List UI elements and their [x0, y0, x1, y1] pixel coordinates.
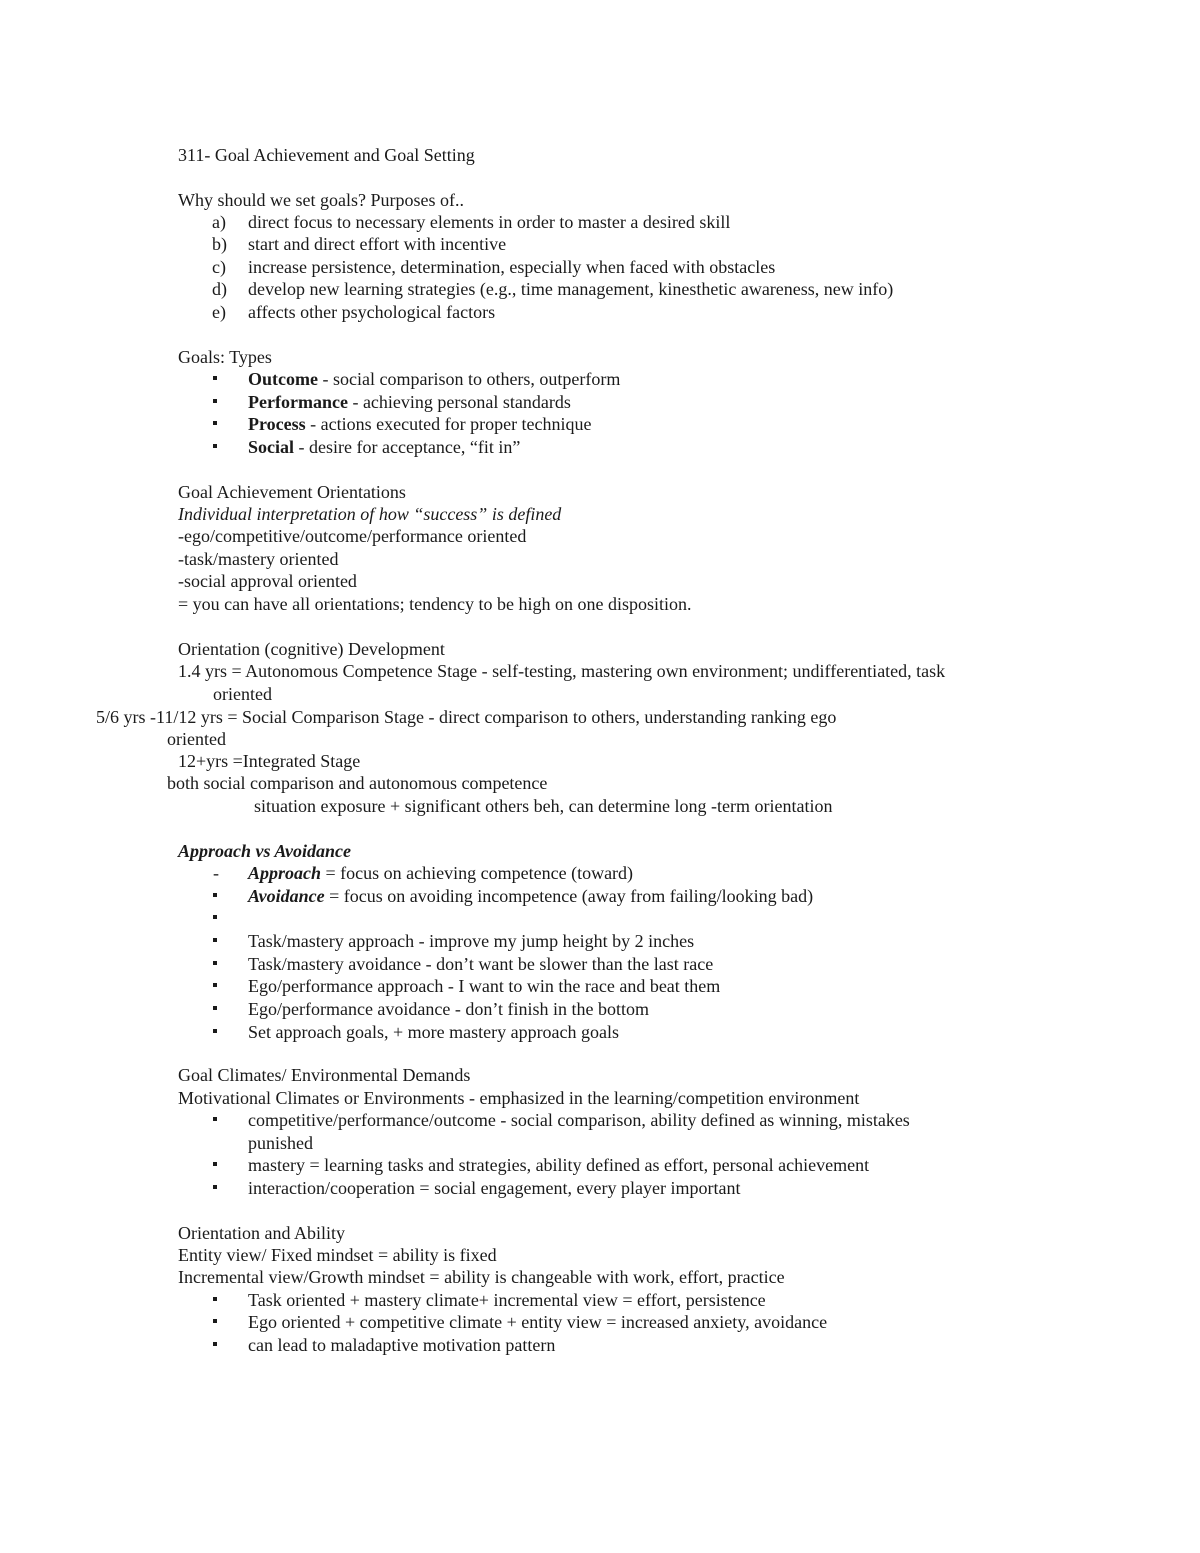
bullet-icon — [213, 444, 217, 448]
development-line: situation exposure + significant others beh, can determine long -term orientation — [254, 796, 833, 816]
orientation-line: -task/mastery oriented — [178, 549, 339, 569]
list-item: interaction/cooperation = social engagement, every player important — [248, 1178, 741, 1198]
orientation-line: = you can have all orientations; tendency to be high on one disposition. — [178, 594, 692, 614]
list-item: Task/mastery avoidance - don’t want be slower than the last race — [248, 954, 714, 974]
purposes-heading: Why should we set goals? Purposes of.. — [178, 190, 464, 210]
list-item: Set approach goals, + more mastery approach goals — [248, 1022, 620, 1042]
type-term: Social — [248, 437, 295, 457]
list-item: competitive/performance/outcome - social comparison, ability defined as winning, mistakes — [248, 1110, 910, 1130]
ability-line: Incremental view/Growth mindset = ability is changeable with work, effort, practice — [178, 1267, 785, 1287]
type-term: Performance — [248, 392, 348, 412]
type-desc: - social comparison to others, outperform — [317, 369, 621, 389]
type-desc: - actions executed for proper technique — [305, 414, 592, 434]
list-item: Task oriented + mastery climate+ incremental view = effort, persistence — [248, 1290, 766, 1310]
page-title: 311- Goal Achievement and Goal Setting — [178, 145, 475, 165]
bullet-icon — [213, 1117, 217, 1121]
bullet-icon — [213, 983, 217, 987]
climates-subheading: Motivational Climates or Environments - emphasized in the learning/competition environment — [178, 1088, 860, 1108]
bullet-icon — [213, 893, 217, 897]
climates-heading: Goal Climates/ Environmental Demands — [178, 1065, 471, 1085]
approach-heading: Approach vs Avoidance — [178, 841, 351, 861]
list-item: direct focus to necessary elements in order to master a desired skill — [248, 212, 731, 232]
list-item: Ego/performance avoidance - don’t finish in the bottom — [248, 999, 650, 1019]
bullet-icon — [213, 961, 217, 965]
list-item: start and direct effort with incentive — [248, 234, 507, 254]
bullet-icon — [213, 1029, 217, 1033]
development-line: both social comparison and autonomous competence — [167, 773, 548, 793]
bullet-icon — [213, 1185, 217, 1189]
list-item: affects other psychological factors — [248, 302, 496, 322]
bullet-icon — [213, 399, 217, 403]
development-line: 5/6 yrs -11/12 yrs = Social Comparison Stage - direct comparison to others, understanding ranking ego — [96, 707, 837, 727]
bullet-icon — [213, 376, 217, 380]
list-marker: c) — [212, 257, 226, 277]
list-item: can lead to maladaptive motivation pattern — [248, 1335, 556, 1355]
list-marker: a) — [212, 212, 226, 232]
orientations-heading: Goal Achievement Orientations — [178, 482, 406, 502]
list-item — [248, 368, 620, 390]
list-item — [248, 885, 813, 907]
types-heading: Goals: Types — [178, 347, 272, 367]
type-term: Process — [248, 414, 306, 434]
approach-term: Approach — [248, 863, 322, 883]
approach-desc: = focus on achieving competence (toward) — [321, 863, 634, 883]
bullet-icon — [213, 1006, 217, 1010]
bullet-icon — [213, 1342, 217, 1346]
list-item: mastery = learning tasks and strategies, ability defined as effort, personal achievement — [248, 1155, 870, 1175]
bullet-icon — [213, 915, 217, 919]
list-item: Ego/performance approach - I want to win the race and beat them — [248, 976, 721, 996]
orientation-line: -social approval oriented — [178, 571, 357, 591]
type-desc: - achieving personal standards — [347, 392, 571, 412]
list-item: develop new learning strategies (e.g., time management, kinesthetic awareness, new info) — [248, 279, 894, 299]
list-item — [248, 862, 633, 884]
bullet-icon — [213, 421, 217, 425]
type-term: Outcome — [248, 369, 318, 389]
list-item: increase persistence, determination, especially when faced with obstacles — [248, 257, 776, 277]
type-desc: - desire for acceptance, “fit in” — [294, 437, 521, 457]
list-marker: e) — [212, 302, 226, 322]
development-heading: Orientation (cognitive) Development — [178, 639, 445, 659]
list-marker: - — [213, 863, 219, 883]
development-line: oriented — [167, 729, 226, 749]
list-item — [248, 436, 520, 458]
list-marker: b) — [212, 234, 227, 254]
list-item: Ego oriented + competitive climate + entity view = increased anxiety, avoidance — [248, 1312, 828, 1332]
development-line: oriented — [213, 684, 272, 704]
avoidance-desc: = focus on avoiding incompetence (away from failing/looking bad) — [324, 886, 814, 906]
orientation-line: -ego/competitive/outcome/performance oriented — [178, 526, 527, 546]
avoidance-term: Avoidance — [248, 886, 325, 906]
ability-line: Entity view/ Fixed mindset = ability is fixed — [178, 1245, 497, 1265]
ability-heading: Orientation and Ability — [178, 1223, 345, 1243]
bullet-icon — [213, 1162, 217, 1166]
bullet-icon — [213, 938, 217, 942]
list-item: punished — [248, 1133, 313, 1153]
list-marker: d) — [212, 279, 227, 299]
development-line: 12+yrs =Integrated Stage — [178, 751, 361, 771]
list-item — [248, 413, 592, 435]
development-line: 1.4 yrs = Autonomous Competence Stage - self-testing, mastering own environment; undifferentiated, task — [178, 661, 946, 681]
list-item: Task/mastery approach - improve my jump height by 2 inches — [248, 931, 695, 951]
bullet-icon — [213, 1319, 217, 1323]
list-item — [248, 391, 571, 413]
orientations-subheading: Individual interpretation of how “success” is defined — [178, 504, 562, 524]
bullet-icon — [213, 1297, 217, 1301]
